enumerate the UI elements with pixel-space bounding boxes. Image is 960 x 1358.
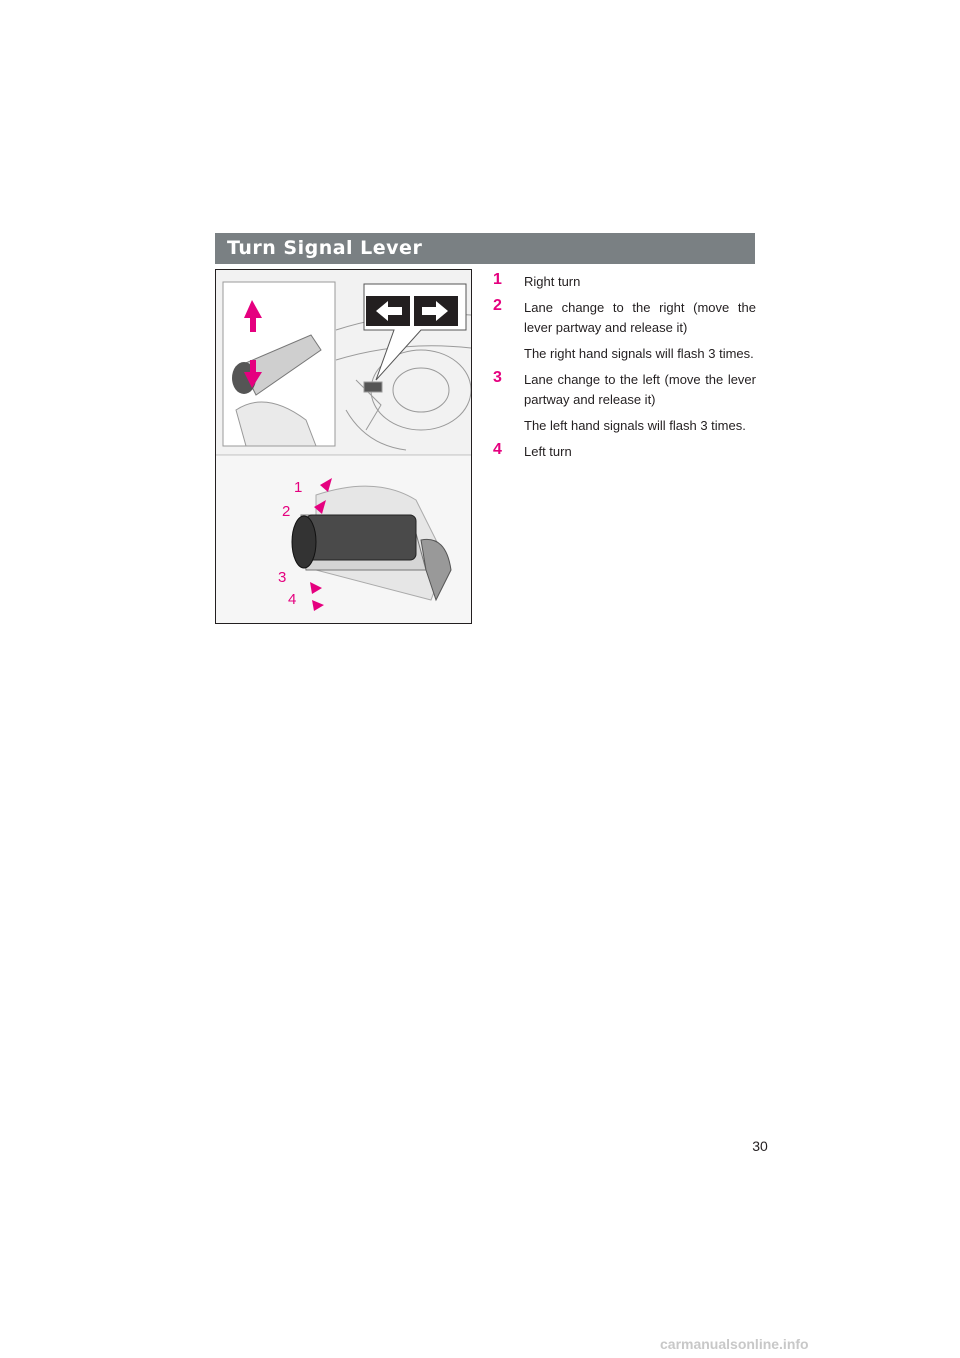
step-list: [493, 272, 756, 468]
step-item: [493, 370, 756, 436]
step-item: [493, 442, 756, 462]
callout-4: 4: [288, 591, 297, 608]
step-number: 1: [493, 271, 502, 288]
step-number: 3: [493, 369, 502, 386]
step-text: Right turn: [524, 274, 581, 289]
callout-1: 1: [294, 479, 303, 496]
callout-3: 3: [278, 569, 287, 586]
callout-2: 2: [282, 503, 291, 520]
watermark: carmanualsonline.info: [660, 1336, 809, 1352]
section-title: Turn Signal Lever: [215, 233, 755, 264]
step-text: Lane change to the right (move the lever partway and release it): [524, 300, 756, 335]
step-note: The left hand signals will flash 3 times.: [524, 418, 746, 433]
step-number: 2: [493, 297, 502, 314]
step-item: [493, 272, 756, 292]
step-note: The right hand signals will flash 3 times.: [524, 346, 754, 361]
turn-signal-illustration: [215, 269, 472, 624]
page-number: 30: [752, 1138, 768, 1154]
step-item: [493, 298, 756, 364]
step-number: 4: [493, 441, 502, 458]
step-text: Lane change to the left (move the lever partway and release it): [524, 372, 756, 407]
step-text: Left turn: [524, 444, 572, 459]
